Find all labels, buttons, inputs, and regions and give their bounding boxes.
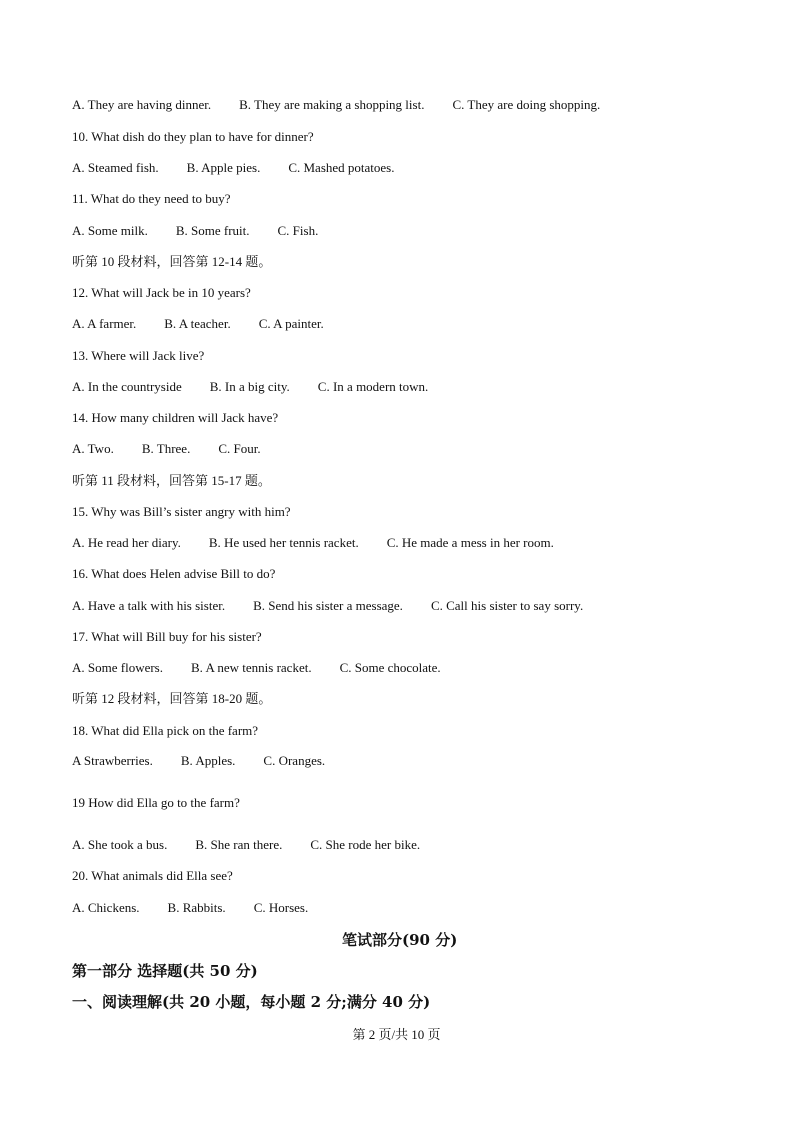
answer-option: A. They are having dinner.: [72, 97, 212, 112]
answer-option: A Strawberries.: [72, 753, 153, 768]
question-text: 11. What do they need to buy?: [72, 191, 231, 206]
answer-option: C. Oranges.: [263, 753, 326, 768]
page-footer: 第 2 页/共 10 页: [352, 1027, 441, 1042]
answer-option: C. Four.: [218, 441, 261, 456]
answer-options: [72, 315, 324, 333]
listening-instruction: 听第 10 段材料，回答第 12-14 题。: [72, 254, 272, 269]
part-one-title: 第一部分 选择题(共 50 分): [72, 962, 258, 980]
answer-option: C. She rode her bike.: [310, 837, 421, 852]
answer-option: A. He read her diary.: [72, 535, 181, 550]
answer-option: A. Chickens.: [72, 900, 140, 915]
answer-options: [72, 96, 600, 114]
answer-option: C. In a modern town.: [317, 379, 429, 394]
answer-options: [72, 899, 308, 917]
answer-options: [72, 222, 318, 240]
answer-option: B. Rabbits.: [167, 900, 226, 915]
answer-option: B. A teacher.: [164, 316, 231, 331]
question-text: 18. What did Ella pick on the farm?: [72, 723, 259, 738]
answer-option: A. Two.: [72, 441, 114, 456]
answer-options: [72, 836, 420, 854]
answer-option: B. Apples.: [180, 753, 236, 768]
answer-option: A. Have a talk with his sister.: [72, 598, 226, 613]
answer-option: C. He made a mess in her room.: [386, 535, 554, 550]
question-text: 10. What dish do they plan to have for dinner?: [72, 129, 314, 144]
answer-option: B. Apple pies.: [186, 160, 261, 175]
answer-option: B. In a big city.: [209, 379, 290, 394]
written-part-title: 笔试部分(90 分): [342, 931, 458, 949]
answer-option: A. Some flowers.: [72, 660, 163, 675]
answer-option: A. In the countryside: [72, 379, 182, 394]
answer-option: C. They are doing shopping.: [452, 97, 601, 112]
answer-options: [72, 378, 428, 396]
answer-option: A. She took a bus.: [72, 837, 168, 852]
answer-option: C. Fish.: [277, 223, 319, 238]
answer-option: A. A farmer.: [72, 316, 137, 331]
question-text: 20. What animals did Ella see?: [72, 868, 233, 883]
answer-options: [72, 752, 325, 770]
answer-option: B. A new tennis racket.: [191, 660, 312, 675]
question-text: 13. Where will Jack live?: [72, 348, 205, 363]
answer-option: B. They are making a shopping list.: [239, 97, 425, 112]
question-text: 14. How many children will Jack have?: [72, 410, 279, 425]
answer-options: [72, 659, 441, 677]
listening-instruction: 听第 11 段材料，回答第 15-17 题。: [72, 473, 271, 488]
answer-option: C. Mashed potatoes.: [288, 160, 395, 175]
question-text: 12. What will Jack be in 10 years?: [72, 285, 251, 300]
answer-option: B. He used her tennis racket.: [208, 535, 359, 550]
answer-option: B. She ran there.: [195, 837, 283, 852]
question-text: 19 How did Ella go to the farm?: [72, 795, 240, 810]
question-text: 16. What does Helen advise Bill to do?: [72, 566, 276, 581]
answer-option: C. A painter.: [258, 316, 324, 331]
answer-option: C. Call his sister to say sorry.: [430, 598, 584, 613]
answer-option: B. Three.: [141, 441, 191, 456]
answer-options: [72, 159, 394, 177]
answer-option: C. Some chocolate.: [339, 660, 441, 675]
reading-section-title: 一、阅读理解(共 20 小题，每小题 2 分;满分 40 分): [72, 993, 431, 1011]
answer-options: [72, 597, 583, 615]
answer-option: B. Some fruit.: [175, 223, 250, 238]
answer-option: B. Send his sister a message.: [253, 598, 403, 613]
answer-option: C. Horses.: [253, 900, 309, 915]
question-text: 17. What will Bill buy for his sister?: [72, 629, 262, 644]
listening-instruction: 听第 12 段材料，回答第 18-20 题。: [72, 691, 272, 706]
answer-option: A. Steamed fish.: [72, 160, 159, 175]
question-text: 15. Why was Bill’s sister angry with him?: [72, 504, 291, 519]
answer-options: [72, 534, 554, 552]
answer-option: A. Some milk.: [72, 223, 148, 238]
answer-options: [72, 440, 261, 458]
